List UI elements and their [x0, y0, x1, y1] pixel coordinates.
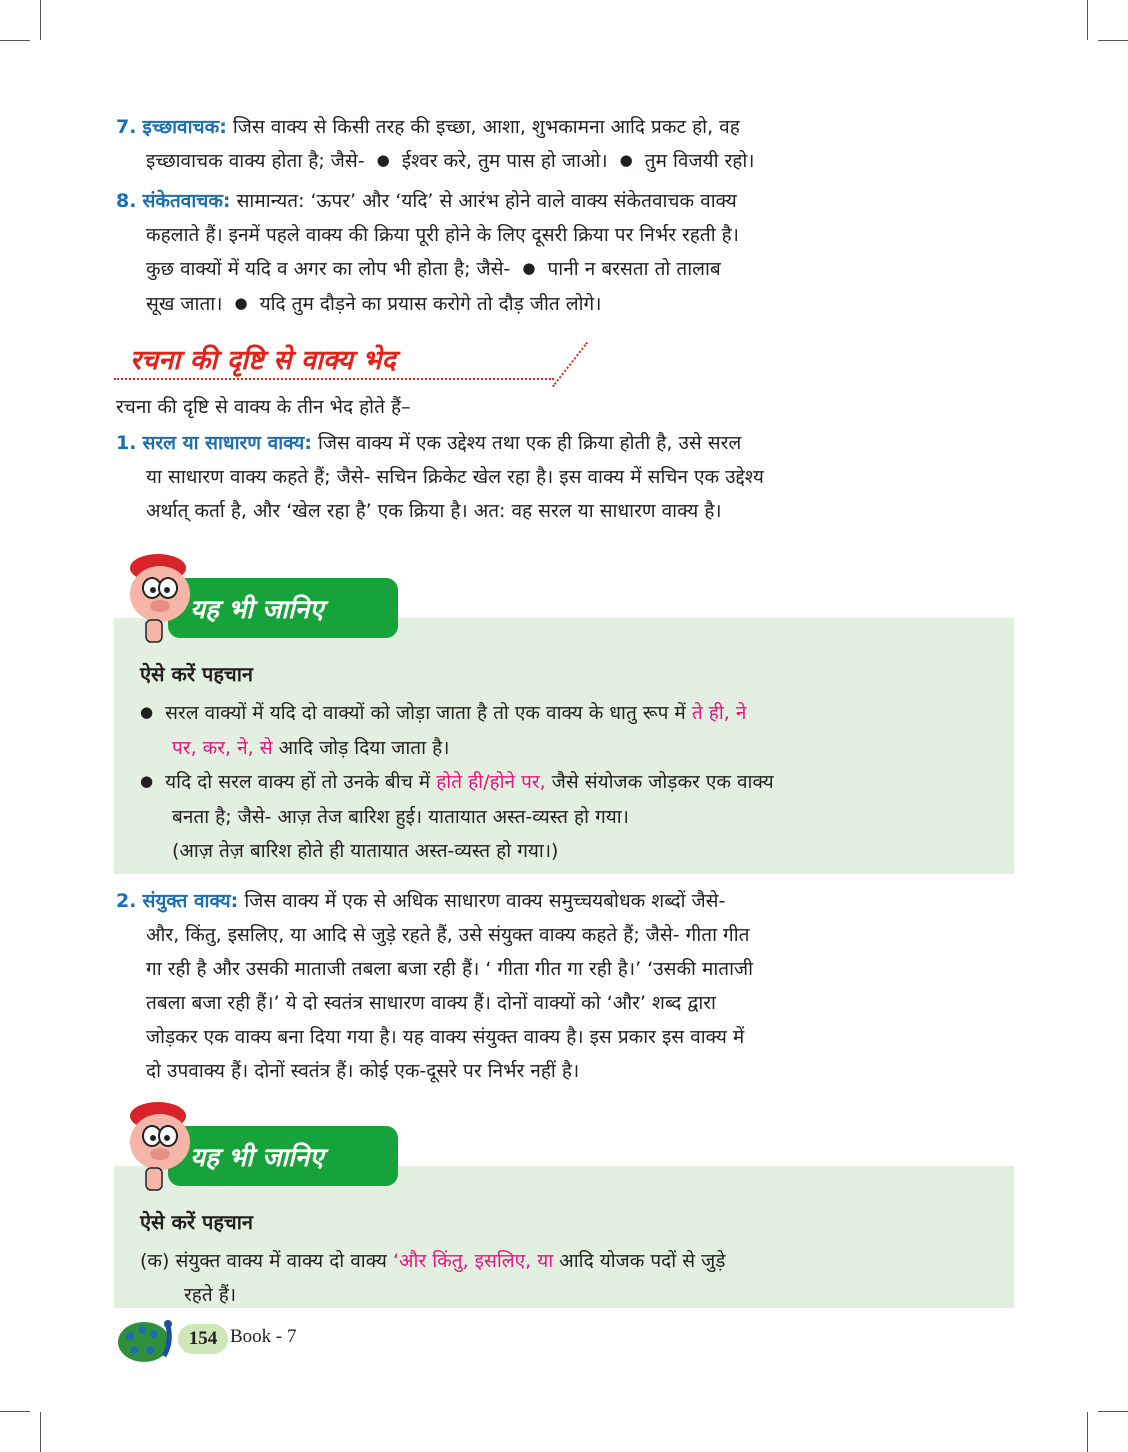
bullet-text: (आज़ तेज़ बारिश होते ही यातायात अस्त-व्यस्त हो गया।) [172, 840, 559, 862]
example-text: यदि तुम दौड़ने का प्रयास करोगे तो दौड़ जीत लोगे। [259, 293, 602, 315]
crop-mark [0, 1411, 30, 1412]
item-2 [116, 884, 1016, 1088]
highlight-text: ते ही, ने [691, 702, 747, 724]
term-label: इच्छावाचक: [142, 116, 227, 138]
item-number: 7. [116, 116, 137, 138]
term-label: संयुक्त वाक्य: [142, 890, 239, 912]
page-number: 154 [178, 1324, 228, 1354]
highlight-text: होते ही/होने पर, [436, 771, 546, 793]
item-text: इच्छावाचक वाक्य होता है; जैसे- [146, 150, 365, 172]
intro-text [116, 390, 1016, 424]
item-text: सामान्यत: ‘ऊपर’ और ‘यदि’ से आरंभ होने वाले वाक्य संकेतवाचक वाक्य [236, 190, 737, 212]
example-text: ईश्वर करे, तुम पास हो जाओ। [401, 150, 608, 172]
book-label: Book - 7 [230, 1326, 297, 1347]
item-text: या साधारण वाक्य कहते हैं; जैसे- सचिन क्रिकेट खेल रहा है। इस वाक्य में सचिन एक उद्देश्य [146, 466, 764, 488]
bullet-text: जैसे संयोजक जोड़कर एक वाक्य [551, 771, 774, 793]
intro-line: रचना की दृष्टि से वाक्य के तीन भेद होते हैं– [116, 396, 411, 418]
item-7 [116, 110, 1016, 179]
item-text: कहलाते हैं। इनमें पहले वाक्य की क्रिया पूरी होने के लिए दूसरी क्रिया पर निर्भर रहती है। [146, 224, 739, 246]
highlight-text: पर, कर, ने, से [172, 737, 273, 759]
item-text: जिस वाक्य से किसी तरह की इच्छा, आशा, शुभकामना आदि प्रकट हो, वह [232, 116, 740, 138]
item-text: जोड़कर एक वाक्य बना दिया गया है। यह वाक्य संयुक्त वाक्य है। इस प्रकार इस वाक्य में [146, 1026, 745, 1048]
crop-mark [1098, 40, 1128, 41]
cartoon-boy-icon [126, 1098, 196, 1194]
crop-mark [40, 0, 41, 40]
example-text: तुम विजयी रहो। [644, 150, 755, 172]
item-text: कुछ वाक्यों में यदि व अगर का लोप भी होता है; जैसे- [146, 258, 511, 280]
item-number: 2. [116, 890, 137, 912]
bullet-icon [371, 150, 396, 172]
item-8 [116, 184, 1016, 322]
heading-swash [552, 342, 590, 389]
bullet-text: बनता है; जैसे- आज़ तेज बारिश हुई। यातायात अस्त-व्यस्त हो गया। [172, 806, 629, 828]
bullet-icon [516, 258, 541, 280]
term-label: संकेतवाचक: [142, 190, 231, 212]
box-text: आदि योजक पदों से जुड़े [559, 1250, 726, 1272]
crop-mark [0, 40, 30, 41]
info-badge [168, 1126, 398, 1186]
heading-underline [114, 378, 554, 380]
section-heading: रचना की दृष्टि से वाक्य भेद [130, 345, 396, 376]
cartoon-boy-icon [126, 550, 196, 646]
item-text: तबला बजा रही हैं।’ ये दो स्वतंत्र साधारण वाक्य हैं। दोनों वाक्यों को ‘और’ शब्द द्वारा [146, 992, 716, 1014]
example-text: पानी न बरसता तो तालाब [547, 258, 721, 280]
item-text: गा रही है और उसकी माताजी तबला बजा रही हैं। ‘ गीता गीत गा रही है।’ ‘उसकी माताजी [146, 958, 754, 980]
box-title: ऐसे करें पहचान [140, 1210, 254, 1234]
bullet-text: यदि दो सरल वाक्य हों तो उनके बीच में [165, 771, 431, 793]
item-1 [116, 426, 1016, 528]
item-text: दो उपवाक्य हैं। दोनों स्वतंत्र हैं। कोई एक-दूसरे पर निर्भर नहीं है। [146, 1060, 580, 1082]
box-text: (क) संयुक्त वाक्य में वाक्य दो वाक्य [140, 1250, 387, 1272]
crop-mark [1087, 0, 1088, 40]
item-number: 1. [116, 432, 137, 454]
bullet-text: सरल वाक्यों में यदि दो वाक्यों को जोड़ा जाता है तो एक वाक्य के धातु रूप में [165, 702, 686, 724]
bullet-icon [134, 771, 159, 793]
item-text: जिस वाक्य में एक उद्देश्य तथा एक ही क्रिया होती है, उसे सरल [317, 432, 742, 454]
example-text: सूख जाता। [146, 293, 223, 315]
badge-label: यह भी जानिए [190, 595, 324, 625]
bullet-icon [614, 150, 639, 172]
box-bullets [134, 696, 1014, 868]
info-badge [168, 578, 398, 638]
bullet-icon [228, 293, 253, 315]
badge-label: यह भी जानिए [190, 1143, 324, 1173]
bullet-icon [134, 702, 159, 724]
highlight-text: ‘और किंतु, इसलिए, या [392, 1250, 554, 1272]
box-items [140, 1244, 1014, 1312]
item-number: 8. [116, 190, 137, 212]
item-text: और, किंतु, इसलिए, या आदि से जुड़े रहते हैं, उसे संयुक्त वाक्य कहते हैं; जैसे- गीता गीत [146, 924, 750, 946]
term-label: सरल या साधारण वाक्य: [142, 432, 312, 454]
crop-mark [1098, 1411, 1128, 1412]
bullet-text: आदि जोड़ दिया जाता है। [278, 737, 450, 759]
peacock-icon [116, 1312, 184, 1366]
item-text: जिस वाक्य में एक से अधिक साधारण वाक्य समुच्चयबोधक शब्दों जैसे- [244, 890, 726, 912]
crop-mark [1087, 1412, 1088, 1452]
item-text: अर्थात् कर्ता है, और ‘खेल रहा है’ एक क्रिया है। अत: वह सरल या साधारण वाक्य है। [146, 500, 722, 522]
box-title: ऐसे करें पहचान [140, 662, 254, 686]
box-text: रहते हैं। [184, 1284, 237, 1306]
crop-mark [40, 1412, 41, 1452]
